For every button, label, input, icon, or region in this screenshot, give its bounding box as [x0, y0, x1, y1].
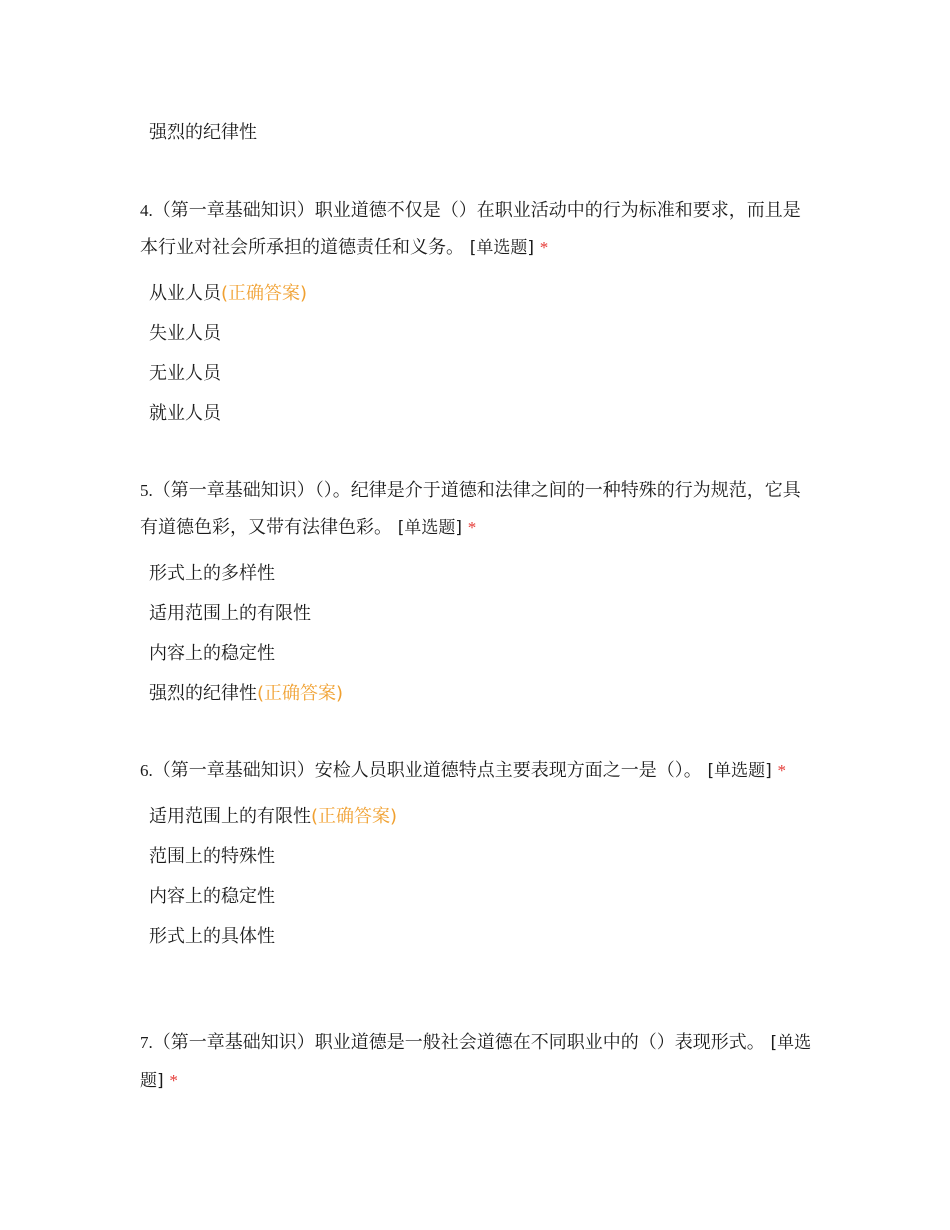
correct-answer-tag: (正确答案)	[311, 806, 398, 827]
question-text: （第一章基础知识）（）。纪律是介于道德和法律之间的一种特殊的行为规范，它具有道德色彩，又带有法律色彩。	[140, 480, 801, 538]
option-list	[140, 797, 812, 957]
option-text: 从业人员	[149, 283, 221, 304]
option-text: 就业人员	[149, 403, 221, 424]
question-4	[140, 192, 812, 434]
question-type: [单选题]	[469, 238, 534, 258]
option-item[interactable]	[149, 837, 812, 877]
question-type: [单选题]	[707, 761, 772, 781]
option-text: 形式上的多样性	[149, 563, 275, 584]
question-text: （第一章基础知识）职业道德不仅是（）在职业活动中的行为标准和要求，而且是本行业对社会所承担的道德责任和义务。	[140, 200, 801, 258]
question-title	[140, 472, 812, 547]
option-text: 失业人员	[149, 323, 221, 344]
option-text: 适用范围上的有限性	[149, 806, 311, 827]
option-text: 强烈的纪律性	[149, 122, 257, 143]
question-number: 6.	[140, 761, 153, 780]
option-item[interactable]	[149, 394, 812, 434]
option-text: 强烈的纪律性	[149, 683, 257, 704]
question-text: （第一章基础知识）职业道德是一般社会道德在不同职业中的（）表现形式。	[152, 1032, 765, 1053]
question-title	[140, 752, 812, 790]
question-number: 4.	[140, 201, 153, 220]
option-text: 适用范围上的有限性	[149, 603, 311, 624]
correct-answer-tag: (正确答案)	[221, 283, 308, 304]
option-item[interactable]	[149, 354, 812, 394]
option-item[interactable]	[149, 797, 812, 837]
required-mark: *	[467, 518, 477, 537]
question-text: （第一章基础知识）安检人员职业道德特点主要表现方面之一是（）。	[152, 760, 702, 781]
question-type: [单选题]	[397, 518, 462, 538]
question-title	[140, 1024, 812, 1100]
option-item[interactable]	[149, 119, 257, 147]
option-item[interactable]	[149, 634, 812, 674]
required-mark: *	[539, 238, 549, 257]
option-text: 范围上的特殊性	[149, 846, 275, 867]
option-item[interactable]	[149, 314, 812, 354]
option-item[interactable]	[149, 274, 812, 314]
question-5	[140, 472, 812, 714]
option-item[interactable]	[149, 917, 812, 957]
correct-answer-tag: (正确答案)	[257, 683, 344, 704]
required-mark: *	[777, 761, 786, 780]
question-6	[140, 752, 812, 957]
question-type: [单选题]	[140, 1033, 812, 1091]
option-item[interactable]	[149, 877, 812, 917]
question-number: 7.	[140, 1033, 153, 1052]
option-text: 形式上的具体性	[149, 926, 275, 947]
option-list	[140, 554, 812, 714]
option-item[interactable]	[149, 674, 812, 714]
required-mark: *	[169, 1071, 178, 1090]
question-title	[140, 192, 812, 267]
option-text: 内容上的稳定性	[149, 886, 275, 907]
option-list	[140, 274, 812, 434]
question-7	[140, 1024, 812, 1100]
option-item[interactable]	[149, 594, 812, 634]
option-text: 无业人员	[149, 363, 221, 384]
question-number: 5.	[140, 481, 153, 500]
option-text: 内容上的稳定性	[149, 643, 275, 664]
option-item[interactable]	[149, 554, 812, 594]
